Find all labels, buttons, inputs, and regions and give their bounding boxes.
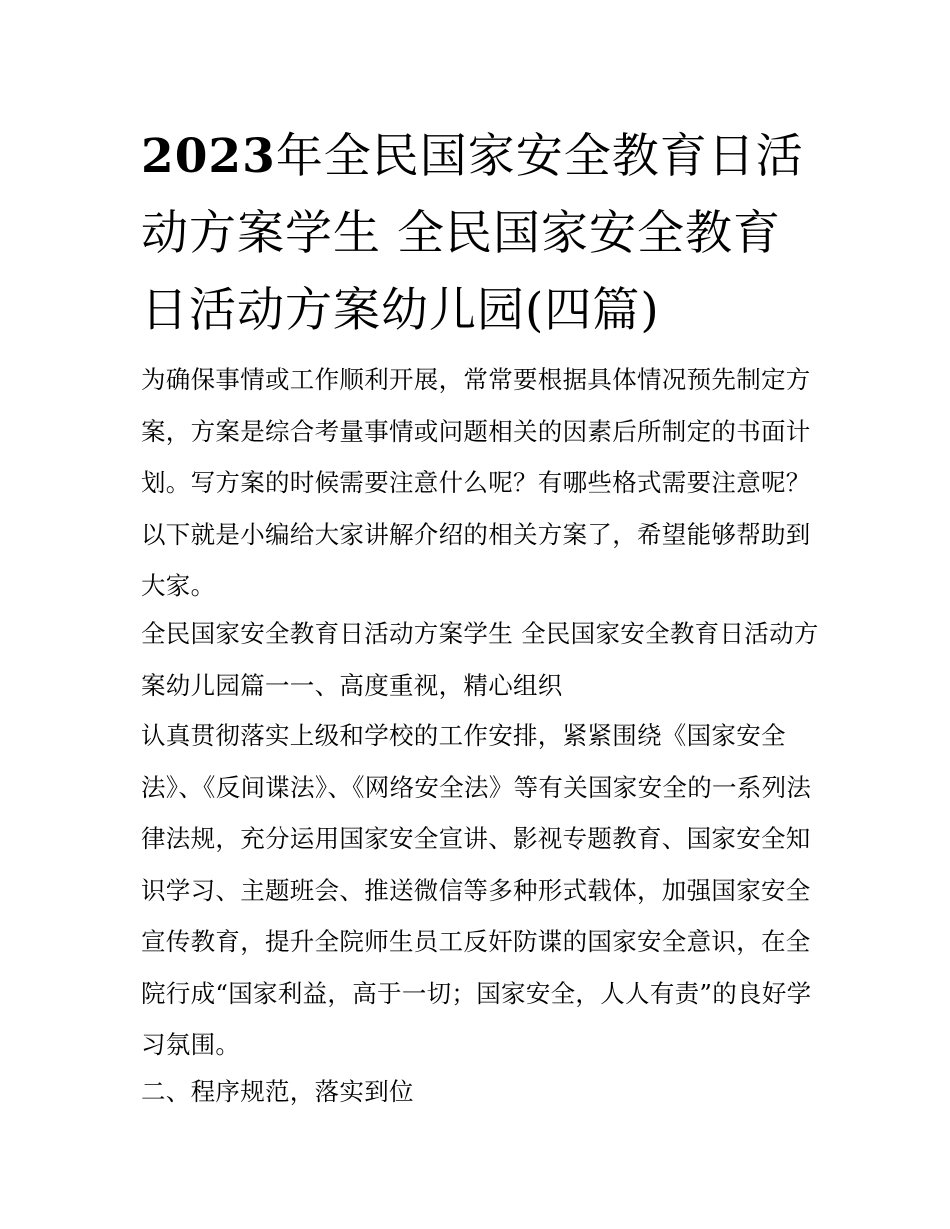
document-title (141, 118, 821, 349)
title-year: 2023 (141, 129, 276, 184)
intro-paragraph: 为确保事情或工作顺利开展，常常要根据具体情况预先制定方案，方案是综合考量事情或问题相关的因素后所制定的书面计划。写方案的时候需要注意什么呢？有哪些格式需要注意呢？以下就是小编给大家讲解介绍的相关方案了，希望能够帮助到大家。 (141, 365, 811, 600)
section-heading-paragraph: 全民国家安全教育日活动方案学生 全民国家安全教育日活动方案幼儿园篇一一、高度重视，精心组织 (141, 619, 819, 700)
section-heading-2: 二、程序规范，落实到位 (141, 1077, 414, 1106)
body-paragraph: 认真贯彻落实上级和学校的工作安排，紧紧围绕《国家安全法》、《反间谍法》、《网络安全法》等有关国家安全的一系列法律法规，充分运用国家安全宣讲、影视专题教育、国家安全知识学习、主题班会、推送微信等多种形式载体，加强国家安全宣传教育，提升全院师生员工反奸防谍的国家安全意识，在全院行成“国家利益，高于一切；国家安全，人人有责”的良好学习氛围。 (141, 721, 812, 1059)
title-text: 年全民国家安全教育日活动方案学生 全民国家安全教育日活动方案幼儿园(四篇) (141, 129, 804, 338)
